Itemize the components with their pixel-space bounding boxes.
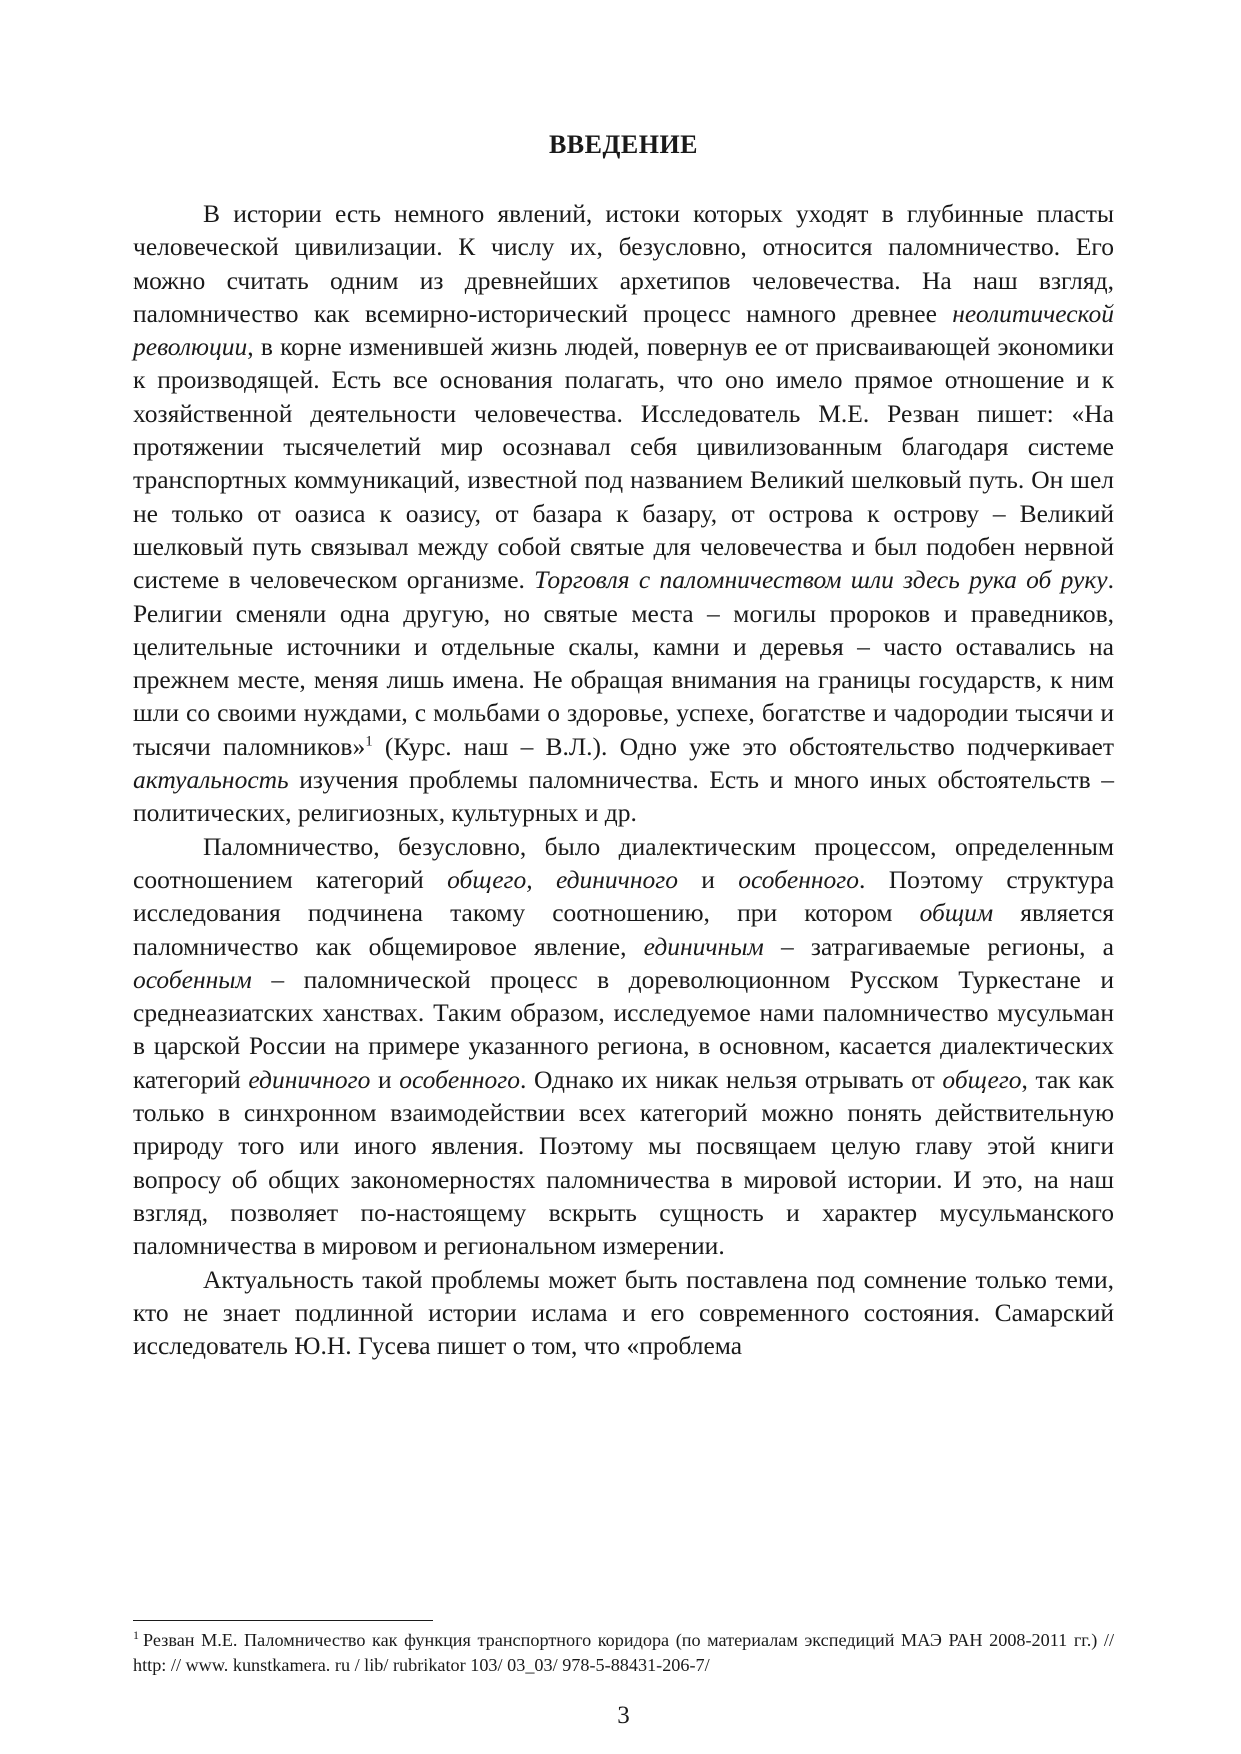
paragraph-text: . Поэтому структура исследования подчинена такому соотношению, при котором (133, 864, 1115, 928)
italic-emphasis: актуальность (133, 765, 289, 795)
footnote-divider (133, 1620, 433, 1621)
footnote-text: Резван М.Е. Паломничество как функция транспортного коридора (по материалам экспедиций МАЭ РАН 2008-2011 гг.) // http: // www. kunstkamera. ru / lib/ rubrikator 103/ 03_03/ 978-5-88431-206-7/ (133, 1630, 1114, 1675)
italic-emphasis: особенного (738, 864, 859, 894)
paragraph-text: Паломничество, безусловно, было диалектическим процессом, определенным соотношением категорий (133, 831, 1114, 894)
body-text (133, 197, 1114, 1362)
paragraph-1 (133, 197, 1114, 830)
italic-emphasis: особенным (133, 964, 252, 994)
document-page (133, 0, 1114, 1754)
italic-emphasis: общим (919, 898, 994, 928)
paragraph-text: (Курс. наш – В.Л.). Одно уже это обстоятельство подчеркивает (372, 731, 1114, 761)
paragraph-3 (133, 1263, 1114, 1363)
paragraph-text: и (370, 1064, 400, 1094)
page-number: 3 (617, 1702, 630, 1729)
paragraph-text: , так как только в синхронном взаимодействии всех категорий можно понять действительную природу того или иного явления. Поэтому мы посвящаем целую главу этой книги вопросу об общих закономерностях паломничества в мировой истории. И это, на наш взгляд, позволяет по-настоящему вскрыть сущность и характер мусульманского паломничества в мировом и региональном измерении. (133, 1064, 1115, 1261)
italic-emphasis: Торговля с паломничеством шли здесь рука об руку (534, 565, 1108, 595)
paragraph-text: является паломничество как общемировое явление, (133, 898, 1114, 961)
footnote-reference[interactable]: 1 (365, 733, 373, 750)
italic-emphasis: общего, единичного (447, 864, 678, 894)
paragraph-text: В истории есть немного явлений, истоки которых уходят в глубинные пласты человеческой цивилизации. К числу их, безусловно, относится паломничество. Его можно считать одним из древнейших архетипов человечества. На наш взгляд, паломничество как всемирно-исторический процесс намного древнее (133, 199, 1114, 328)
italic-emphasis: особенного (399, 1064, 520, 1094)
paragraph-text: Актуальность такой проблемы может быть поставлена под сомнение только теми, кто не знает подлинной истории ислама и его современного состояния. Самарский исследователь Ю.Н. Гусева пишет о том, что «проблема (133, 1264, 1114, 1361)
paragraph-text: – затрагиваемые регионы, а (763, 931, 1114, 961)
italic-emphasis: неолитической революции (133, 298, 1114, 362)
paragraph-text: – паломнической процесс в дореволюционном Русском Туркестане и среднеазиатских ханствах. Таким образом, исследуемое нами паломничество мусульман в царской России на примере указанного региона, в основном, касается диалектических категорий (133, 964, 1114, 1094)
footnote-mark: 1 (133, 1627, 139, 1642)
paragraph-text: и (677, 864, 739, 894)
paragraph-text: , в корне изменившей жизнь людей, повернув ее от присваивающей экономики к производящей. Есть все основания полагать, что оно имело прямое отношение и к хозяйственной деятельности человечества. Исследователь М.Е. Резван пишет: «На протяжении тысячелетий мир осознавал себя цивилизованным благодаря системе транспортных коммуникаций, известной под названием Великий шелковый путь. Он шел не только от оазиса к оазису, от базара к базару, от острова к острову – Великий шелковый путь связывал между собой святые для человечества и был подобен нервной системе в человеческом организме. (133, 332, 1114, 595)
paragraph-text: . Религии сменяли одна другую, но святые места – могилы пророков и праведников, целительные источники и отдельные скалы, камни и деревья – часто оставались на прежнем месте, меняя лишь имена. Не обращая внимания на границы государств, к ним шли со своими нуждами, с мольбами о здоровье, успехе, богатстве и чадородии тысячи и тысячи паломников» (133, 565, 1114, 761)
paragraph-text: изучения проблемы паломничества. Есть и много иных обстоятельств – политических, религиозных, культурных и др. (133, 765, 1114, 828)
chapter-title: ВВЕДЕНИЕ (548, 130, 699, 159)
italic-emphasis: единичным (643, 931, 764, 961)
paragraph-2 (133, 830, 1114, 1263)
paragraph-text: . Однако их никак нельзя отрывать от (519, 1064, 943, 1094)
italic-emphasis: общего (942, 1064, 1022, 1094)
footnote (133, 1628, 1114, 1678)
italic-emphasis: единичного (248, 1064, 371, 1094)
